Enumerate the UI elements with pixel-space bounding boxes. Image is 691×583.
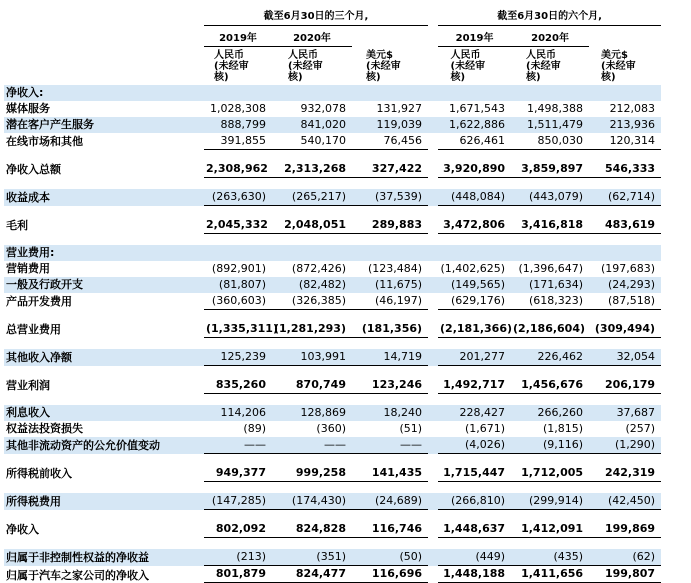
cell-value: 131,927 xyxy=(376,102,423,115)
cell-value: (351) xyxy=(272,549,352,566)
cell-value: (174,430) xyxy=(272,493,352,510)
group-gap xyxy=(428,6,438,26)
row-label: 总营业费用 xyxy=(6,322,61,336)
column-gap xyxy=(428,117,438,133)
table-header xyxy=(4,6,661,85)
table-row xyxy=(4,493,661,510)
cell-value: (1,335,311) xyxy=(204,321,272,338)
cell-value: (1,396,647) xyxy=(518,262,584,275)
row-label: 所得税费用 xyxy=(6,494,61,508)
table-row xyxy=(4,405,661,421)
cell-value: (2,181,366) xyxy=(438,321,511,338)
table-row xyxy=(4,117,661,133)
cell-value: 1,622,886 xyxy=(449,118,506,131)
cell-value: 228,427 xyxy=(459,406,506,419)
cell-value: (443,079) xyxy=(511,189,589,206)
table-body xyxy=(4,85,661,583)
cell-value: 483,619 xyxy=(589,217,661,234)
column-gap xyxy=(428,293,438,310)
cell-value: (42,450) xyxy=(589,493,661,510)
row-label: 营业费用: xyxy=(6,246,55,259)
spacer-row xyxy=(4,178,661,190)
cell-value: (4,026) xyxy=(438,437,511,454)
group-gap xyxy=(428,47,438,86)
spacer-cell xyxy=(4,310,661,322)
year-header-row xyxy=(4,26,661,47)
cell-value: 1,028,308 xyxy=(210,102,266,115)
table-row xyxy=(4,321,661,338)
currency-header xyxy=(204,47,272,86)
year-header xyxy=(589,26,661,47)
row-label: 其他非流动资产的公允价值变动 xyxy=(6,438,160,452)
cell-value: 835,260 xyxy=(204,377,272,394)
cell-value: (51) xyxy=(399,422,423,435)
table-row xyxy=(4,465,661,482)
cell-value: (24,293) xyxy=(607,278,656,291)
cell-value: 2,308,962 xyxy=(204,161,272,178)
cell-value: (82,482) xyxy=(298,278,346,291)
cell-value: 116,746 xyxy=(352,521,428,538)
group-gap xyxy=(428,26,438,47)
cell-value: 119,039 xyxy=(376,118,423,131)
cell-value xyxy=(272,245,352,261)
spacer-cell xyxy=(4,338,661,350)
table-row xyxy=(4,189,661,206)
cell-value: (326,385) xyxy=(272,293,352,310)
row-label: 潜在客户产生服务 xyxy=(6,118,94,131)
cell-value: 226,462 xyxy=(511,349,589,366)
spacer-cell xyxy=(4,366,661,378)
cell-value: 1,498,388 xyxy=(527,102,584,115)
table-row xyxy=(4,217,661,234)
cell-value: 128,869 xyxy=(300,406,346,419)
cell-value: —— xyxy=(272,437,352,454)
cell-value: (266,810) xyxy=(438,493,511,510)
cell-value: 14,719 xyxy=(352,349,428,366)
spacer-row xyxy=(4,338,661,350)
table-row xyxy=(4,133,661,150)
cell-value: (37,539) xyxy=(352,189,428,206)
cell-value xyxy=(589,245,661,261)
cell-value xyxy=(204,85,272,101)
spacer-row xyxy=(4,150,661,162)
row-label: 净收入总额 xyxy=(6,162,61,176)
currency-header xyxy=(438,47,511,86)
cell-value xyxy=(272,85,352,101)
cell-value xyxy=(511,85,589,101)
cell-value: (872,426) xyxy=(291,262,346,275)
cell-value xyxy=(438,245,511,261)
cell-value: 1,671,543 xyxy=(449,102,506,115)
cell-value: (9,116) xyxy=(511,437,589,454)
spacer-cell xyxy=(4,206,661,218)
row-label: 净收入 xyxy=(6,522,39,536)
cell-value: —— xyxy=(352,437,428,454)
cell-value: 850,030 xyxy=(511,133,589,150)
row-label: 归属于汽车之家公司的净收入 xyxy=(6,568,149,582)
cell-value: 1,511,479 xyxy=(527,118,584,131)
spacer-cell xyxy=(4,538,661,550)
cell-value: 540,170 xyxy=(272,133,352,150)
cell-value: (81,807) xyxy=(218,278,266,291)
cell-value: 1,492,717 xyxy=(438,377,511,394)
table-row xyxy=(4,377,661,394)
cell-value: (24,689) xyxy=(352,493,428,510)
cell-value: 3,416,818 xyxy=(511,217,589,234)
table-row xyxy=(4,101,661,117)
column-gap xyxy=(428,277,438,293)
cell-value xyxy=(438,85,511,101)
cell-value: (263,630) xyxy=(204,189,272,206)
group-header-six-months: 截至6月30日的六个月, xyxy=(438,6,661,26)
cell-value: 3,920,890 xyxy=(438,161,511,178)
cell-value: 242,319 xyxy=(589,465,661,482)
row-label: 产品开发费用 xyxy=(6,294,72,308)
row-label: 权益法投资损失 xyxy=(6,422,83,435)
cell-value: 1,412,091 xyxy=(511,521,589,538)
cell-value xyxy=(352,245,428,261)
year-header: 2019年 xyxy=(204,26,272,47)
table-row xyxy=(4,521,661,538)
cell-value: 213,936 xyxy=(609,118,656,131)
cell-value: 888,799 xyxy=(220,118,266,131)
unaudited-note: (未经审核) xyxy=(450,61,486,83)
cell-value: 1,448,188 xyxy=(438,566,511,583)
spacer-row xyxy=(4,510,661,522)
currency-header xyxy=(272,47,352,86)
cell-value: (257) xyxy=(625,422,656,435)
column-gap xyxy=(428,465,438,482)
column-gap xyxy=(428,521,438,538)
cell-value: 1,411,656 xyxy=(511,566,589,583)
spacer-row xyxy=(4,454,661,466)
cell-value: 841,020 xyxy=(300,118,346,131)
cell-value: 116,696 xyxy=(352,566,428,583)
cell-value: (448,084) xyxy=(438,189,511,206)
cell-value: (197,683) xyxy=(600,262,656,275)
cell-value xyxy=(589,85,661,101)
cell-value: (629,176) xyxy=(438,293,511,310)
table-row xyxy=(4,566,661,583)
row-label: 利息收入 xyxy=(6,406,50,419)
cell-value: (435) xyxy=(511,549,589,566)
column-gap xyxy=(428,349,438,366)
cell-value: 949,377 xyxy=(204,465,272,482)
cell-value: (892,901) xyxy=(211,262,266,275)
cell-value: 18,240 xyxy=(383,406,423,419)
cell-value: (87,518) xyxy=(589,293,661,310)
cell-value: 120,314 xyxy=(589,133,661,150)
column-gap xyxy=(428,189,438,206)
year-header xyxy=(352,26,428,47)
cell-value: 141,435 xyxy=(352,465,428,482)
cell-value: (1,815) xyxy=(542,422,584,435)
cell-value: 2,313,268 xyxy=(272,161,352,178)
cell-value: 114,206 xyxy=(220,406,266,419)
cell-value: 266,260 xyxy=(537,406,584,419)
currency-label: 美元$ xyxy=(366,50,393,61)
spacer-row xyxy=(4,394,661,406)
cell-value: —— xyxy=(204,437,272,454)
table-row xyxy=(4,277,661,293)
cell-value: (2,186,604) xyxy=(511,321,589,338)
cell-value: 76,456 xyxy=(352,133,428,150)
cell-value: (147,285) xyxy=(204,493,272,510)
cell-value: (11,675) xyxy=(374,278,423,291)
cell-value: (89) xyxy=(243,422,266,435)
cell-value: (1,671) xyxy=(464,422,506,435)
currency-header xyxy=(589,47,661,86)
group-header-three-months: 截至6月30日的三个月, xyxy=(204,6,428,26)
cell-value: (360,603) xyxy=(204,293,272,310)
row-label: 媒体服务 xyxy=(6,102,50,115)
row-label: 归属于非控制性权益的净收益 xyxy=(6,550,149,564)
cell-value: (213) xyxy=(204,549,272,566)
spacer-row xyxy=(4,538,661,550)
row-label: 营销费用 xyxy=(6,262,50,275)
cell-value xyxy=(511,245,589,261)
column-gap xyxy=(428,101,438,117)
cell-value: 125,239 xyxy=(204,349,272,366)
spacer-row xyxy=(4,310,661,322)
cell-value: 123,246 xyxy=(352,377,428,394)
row-label: 收益成本 xyxy=(6,190,50,204)
column-gap xyxy=(428,133,438,150)
corner-cell xyxy=(4,47,204,86)
unaudited-note: (未经审核) xyxy=(366,61,401,83)
spacer-cell xyxy=(4,394,661,406)
table-row xyxy=(4,437,661,454)
cell-value: (123,484) xyxy=(367,262,423,275)
column-gap xyxy=(428,421,438,437)
column-gap xyxy=(428,217,438,234)
cell-value: 1,456,676 xyxy=(511,377,589,394)
cell-value: 932,078 xyxy=(300,102,346,115)
cell-value: (181,356) xyxy=(352,321,428,338)
table-row xyxy=(4,261,661,277)
cell-value: (1,402,625) xyxy=(440,262,506,275)
unaudited-note: (未经审核) xyxy=(601,61,636,83)
column-gap xyxy=(428,85,438,101)
cell-value: (62,714) xyxy=(589,189,661,206)
cell-value: (309,494) xyxy=(589,321,661,338)
cell-value: 37,687 xyxy=(616,406,656,419)
cell-value: 2,048,051 xyxy=(272,217,352,234)
cell-value: 870,749 xyxy=(272,377,352,394)
cell-value: 212,083 xyxy=(609,102,656,115)
row-label: 净收入: xyxy=(6,86,44,99)
corner-cell xyxy=(4,6,204,26)
table-row xyxy=(4,161,661,178)
cell-value: 2,045,332 xyxy=(204,217,272,234)
cell-value: 32,054 xyxy=(589,349,661,366)
cell-value: 201,277 xyxy=(438,349,511,366)
row-label: 营业利润 xyxy=(6,378,50,392)
cell-value: 824,477 xyxy=(272,566,352,583)
group-header-row xyxy=(4,6,661,26)
currency-label: 美元$ xyxy=(601,50,629,61)
unaudited-note: (未经审核) xyxy=(214,61,249,83)
cell-value: (1,290) xyxy=(589,437,661,454)
spacer-cell xyxy=(4,150,661,162)
cell-value: (46,197) xyxy=(352,293,428,310)
cell-value: 199,807 xyxy=(589,566,661,583)
year-header: 2020年 xyxy=(511,26,589,47)
cell-value: 1,715,447 xyxy=(438,465,511,482)
cell-value: 1,712,005 xyxy=(511,465,589,482)
cell-value: (171,634) xyxy=(528,278,584,291)
currency-label: 人民币 xyxy=(214,50,244,61)
currency-label: 人民币 xyxy=(288,50,318,61)
column-gap xyxy=(428,245,438,261)
spacer-cell xyxy=(4,234,661,246)
cell-value: (449) xyxy=(438,549,511,566)
cell-value: 206,179 xyxy=(589,377,661,394)
table-row xyxy=(4,293,661,310)
spacer-cell xyxy=(4,454,661,466)
cell-value: 546,333 xyxy=(589,161,661,178)
cell-value xyxy=(352,85,428,101)
table-row xyxy=(4,549,661,566)
column-gap xyxy=(428,437,438,454)
section-row xyxy=(4,85,661,101)
column-gap xyxy=(428,566,438,583)
currency-label: 人民币 xyxy=(526,50,557,61)
row-label: 在线市场和其他 xyxy=(6,134,83,148)
unaudited-note: (未经审核) xyxy=(526,61,561,83)
currency-header xyxy=(511,47,589,86)
spacer-row xyxy=(4,206,661,218)
cell-value: 801,879 xyxy=(204,566,272,583)
currency-header-row xyxy=(4,47,661,86)
cell-value: 327,422 xyxy=(352,161,428,178)
row-label: 所得税前收入 xyxy=(6,466,72,480)
cell-value: (299,914) xyxy=(511,493,589,510)
spacer-cell xyxy=(4,510,661,522)
cell-value xyxy=(204,245,272,261)
cell-value: 802,092 xyxy=(204,521,272,538)
cell-value: 391,855 xyxy=(204,133,272,150)
unaudited-note: (未经审核) xyxy=(288,61,323,83)
cell-value: 626,461 xyxy=(438,133,511,150)
cell-value: (149,565) xyxy=(450,278,506,291)
spacer-cell xyxy=(4,482,661,494)
column-gap xyxy=(428,405,438,421)
income-statement-table xyxy=(4,6,661,583)
cell-value: 824,828 xyxy=(272,521,352,538)
year-header: 2020年 xyxy=(272,26,352,47)
spacer-cell xyxy=(4,178,661,190)
column-gap xyxy=(428,321,438,338)
spacer-row xyxy=(4,482,661,494)
row-label: 其他收入净额 xyxy=(6,350,72,364)
cell-value: 1,448,637 xyxy=(438,521,511,538)
cell-value: 3,472,806 xyxy=(438,217,511,234)
column-gap xyxy=(428,161,438,178)
currency-label: 人民币 xyxy=(450,50,481,61)
row-label: 毛利 xyxy=(6,218,28,232)
corner-cell xyxy=(4,26,204,47)
cell-value: (360) xyxy=(316,422,346,435)
cell-value: (265,217) xyxy=(272,189,352,206)
cell-value: (62) xyxy=(589,549,661,566)
cell-value: 999,258 xyxy=(272,465,352,482)
spacer-row xyxy=(4,366,661,378)
cell-value: 289,883 xyxy=(352,217,428,234)
column-gap xyxy=(428,493,438,510)
currency-header xyxy=(352,47,428,86)
table-row xyxy=(4,421,661,437)
cell-value: 3,859,897 xyxy=(511,161,589,178)
table-row xyxy=(4,349,661,366)
spacer-row xyxy=(4,234,661,246)
cell-value: 103,991 xyxy=(272,349,352,366)
column-gap xyxy=(428,549,438,566)
cell-value: (618,323) xyxy=(511,293,589,310)
section-row xyxy=(4,245,661,261)
cell-value: (1,281,293) xyxy=(272,321,352,338)
column-gap xyxy=(428,377,438,394)
cell-value: 199,869 xyxy=(589,521,661,538)
row-label: 一般及行政开支 xyxy=(6,278,83,291)
column-gap xyxy=(428,261,438,277)
year-header: 2019年 xyxy=(438,26,511,47)
cell-value: (50) xyxy=(352,549,428,566)
